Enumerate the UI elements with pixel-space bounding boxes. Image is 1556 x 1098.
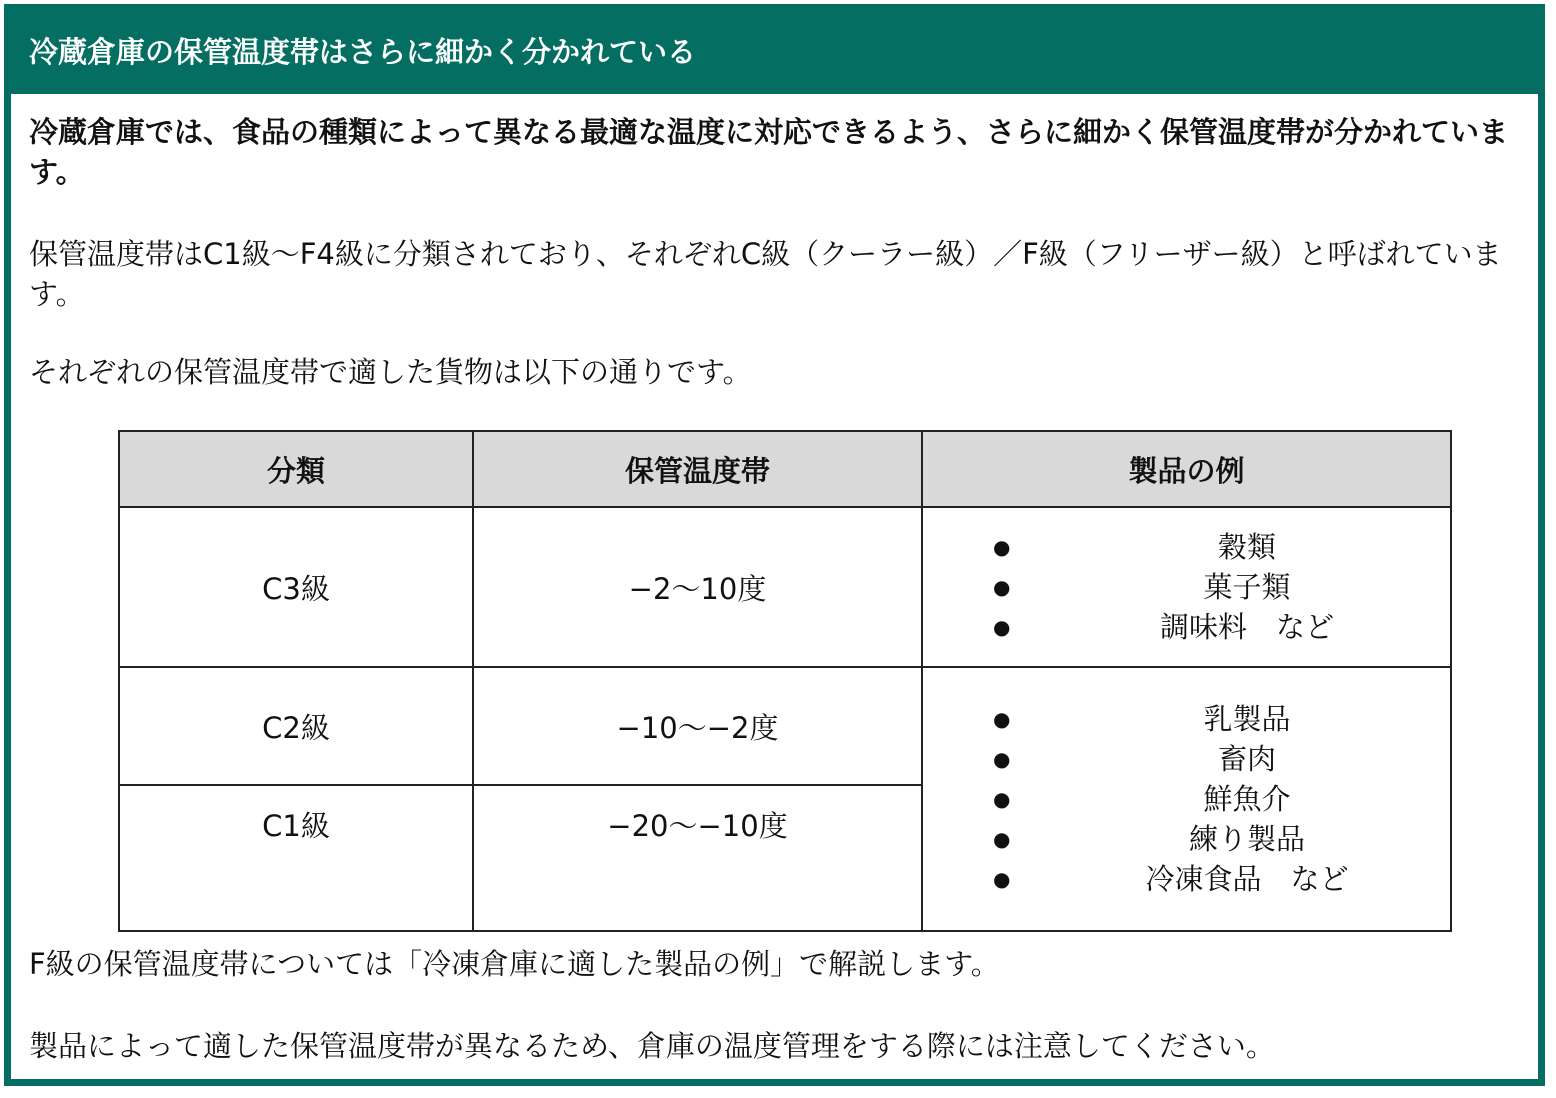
cell-temperature-range: −2〜10度 — [473, 507, 922, 667]
product-example-list — [923, 699, 1450, 899]
header-temperature-range: 保管温度帯 — [473, 431, 922, 507]
lead-paragraph: 冷蔵倉庫では、食品の種類によって異なる最適な温度に対応できるよう、さらに細かく保管温度帯が分かれています。 — [29, 115, 1509, 189]
card-body — [29, 94, 1520, 1063]
list-item: ● 練り製品 — [993, 819, 1450, 859]
table-row — [119, 507, 1451, 667]
f-class-note: F級の保管温度帯については「冷凍倉庫に適した製品の例」で解説します。 — [29, 947, 1000, 981]
cell-class: C1級 — [119, 785, 473, 931]
list-item: ● 菓子類 — [993, 567, 1450, 607]
list-item: ● 冷凍食品 など — [993, 859, 1450, 899]
cell-class: C2級 — [119, 667, 473, 785]
cell-class: C3級 — [119, 507, 473, 667]
caution-note: 製品によって適した保管温度帯が異なるため、倉庫の温度管理をする際には注意してください。 — [29, 1029, 1275, 1063]
list-item: ● 調味料 など — [993, 607, 1450, 647]
cargo-intro-paragraph: それぞれの保管温度帯で適した貨物は以下の通りです。 — [29, 355, 752, 389]
product-example-list — [923, 527, 1450, 647]
list-item: ● 穀類 — [993, 527, 1450, 567]
list-item: ● 乳製品 — [993, 699, 1450, 739]
table-header-row — [119, 431, 1451, 507]
header-product-examples: 製品の例 — [922, 431, 1451, 507]
header-class: 分類 — [119, 431, 473, 507]
cell-temperature-range: −20〜−10度 — [473, 785, 922, 931]
card-header-title: 冷蔵倉庫の保管温度帯はさらに細かく分かれている — [11, 11, 1538, 94]
list-item: ● 鮮魚介 — [993, 779, 1450, 819]
cell-product-examples — [922, 667, 1451, 931]
storage-temperature-table — [118, 430, 1452, 932]
content-card — [4, 4, 1545, 1086]
cell-product-examples — [922, 507, 1451, 667]
classification-paragraph: 保管温度帯はC1級〜F4級に分類されており、それぞれC級（クーラー級）／F級（フリーザー級）と呼ばれています。 — [29, 237, 1502, 311]
list-item: ● 畜肉 — [993, 739, 1450, 779]
cell-temperature-range: −10〜−2度 — [473, 667, 922, 785]
table-row — [119, 667, 1451, 785]
